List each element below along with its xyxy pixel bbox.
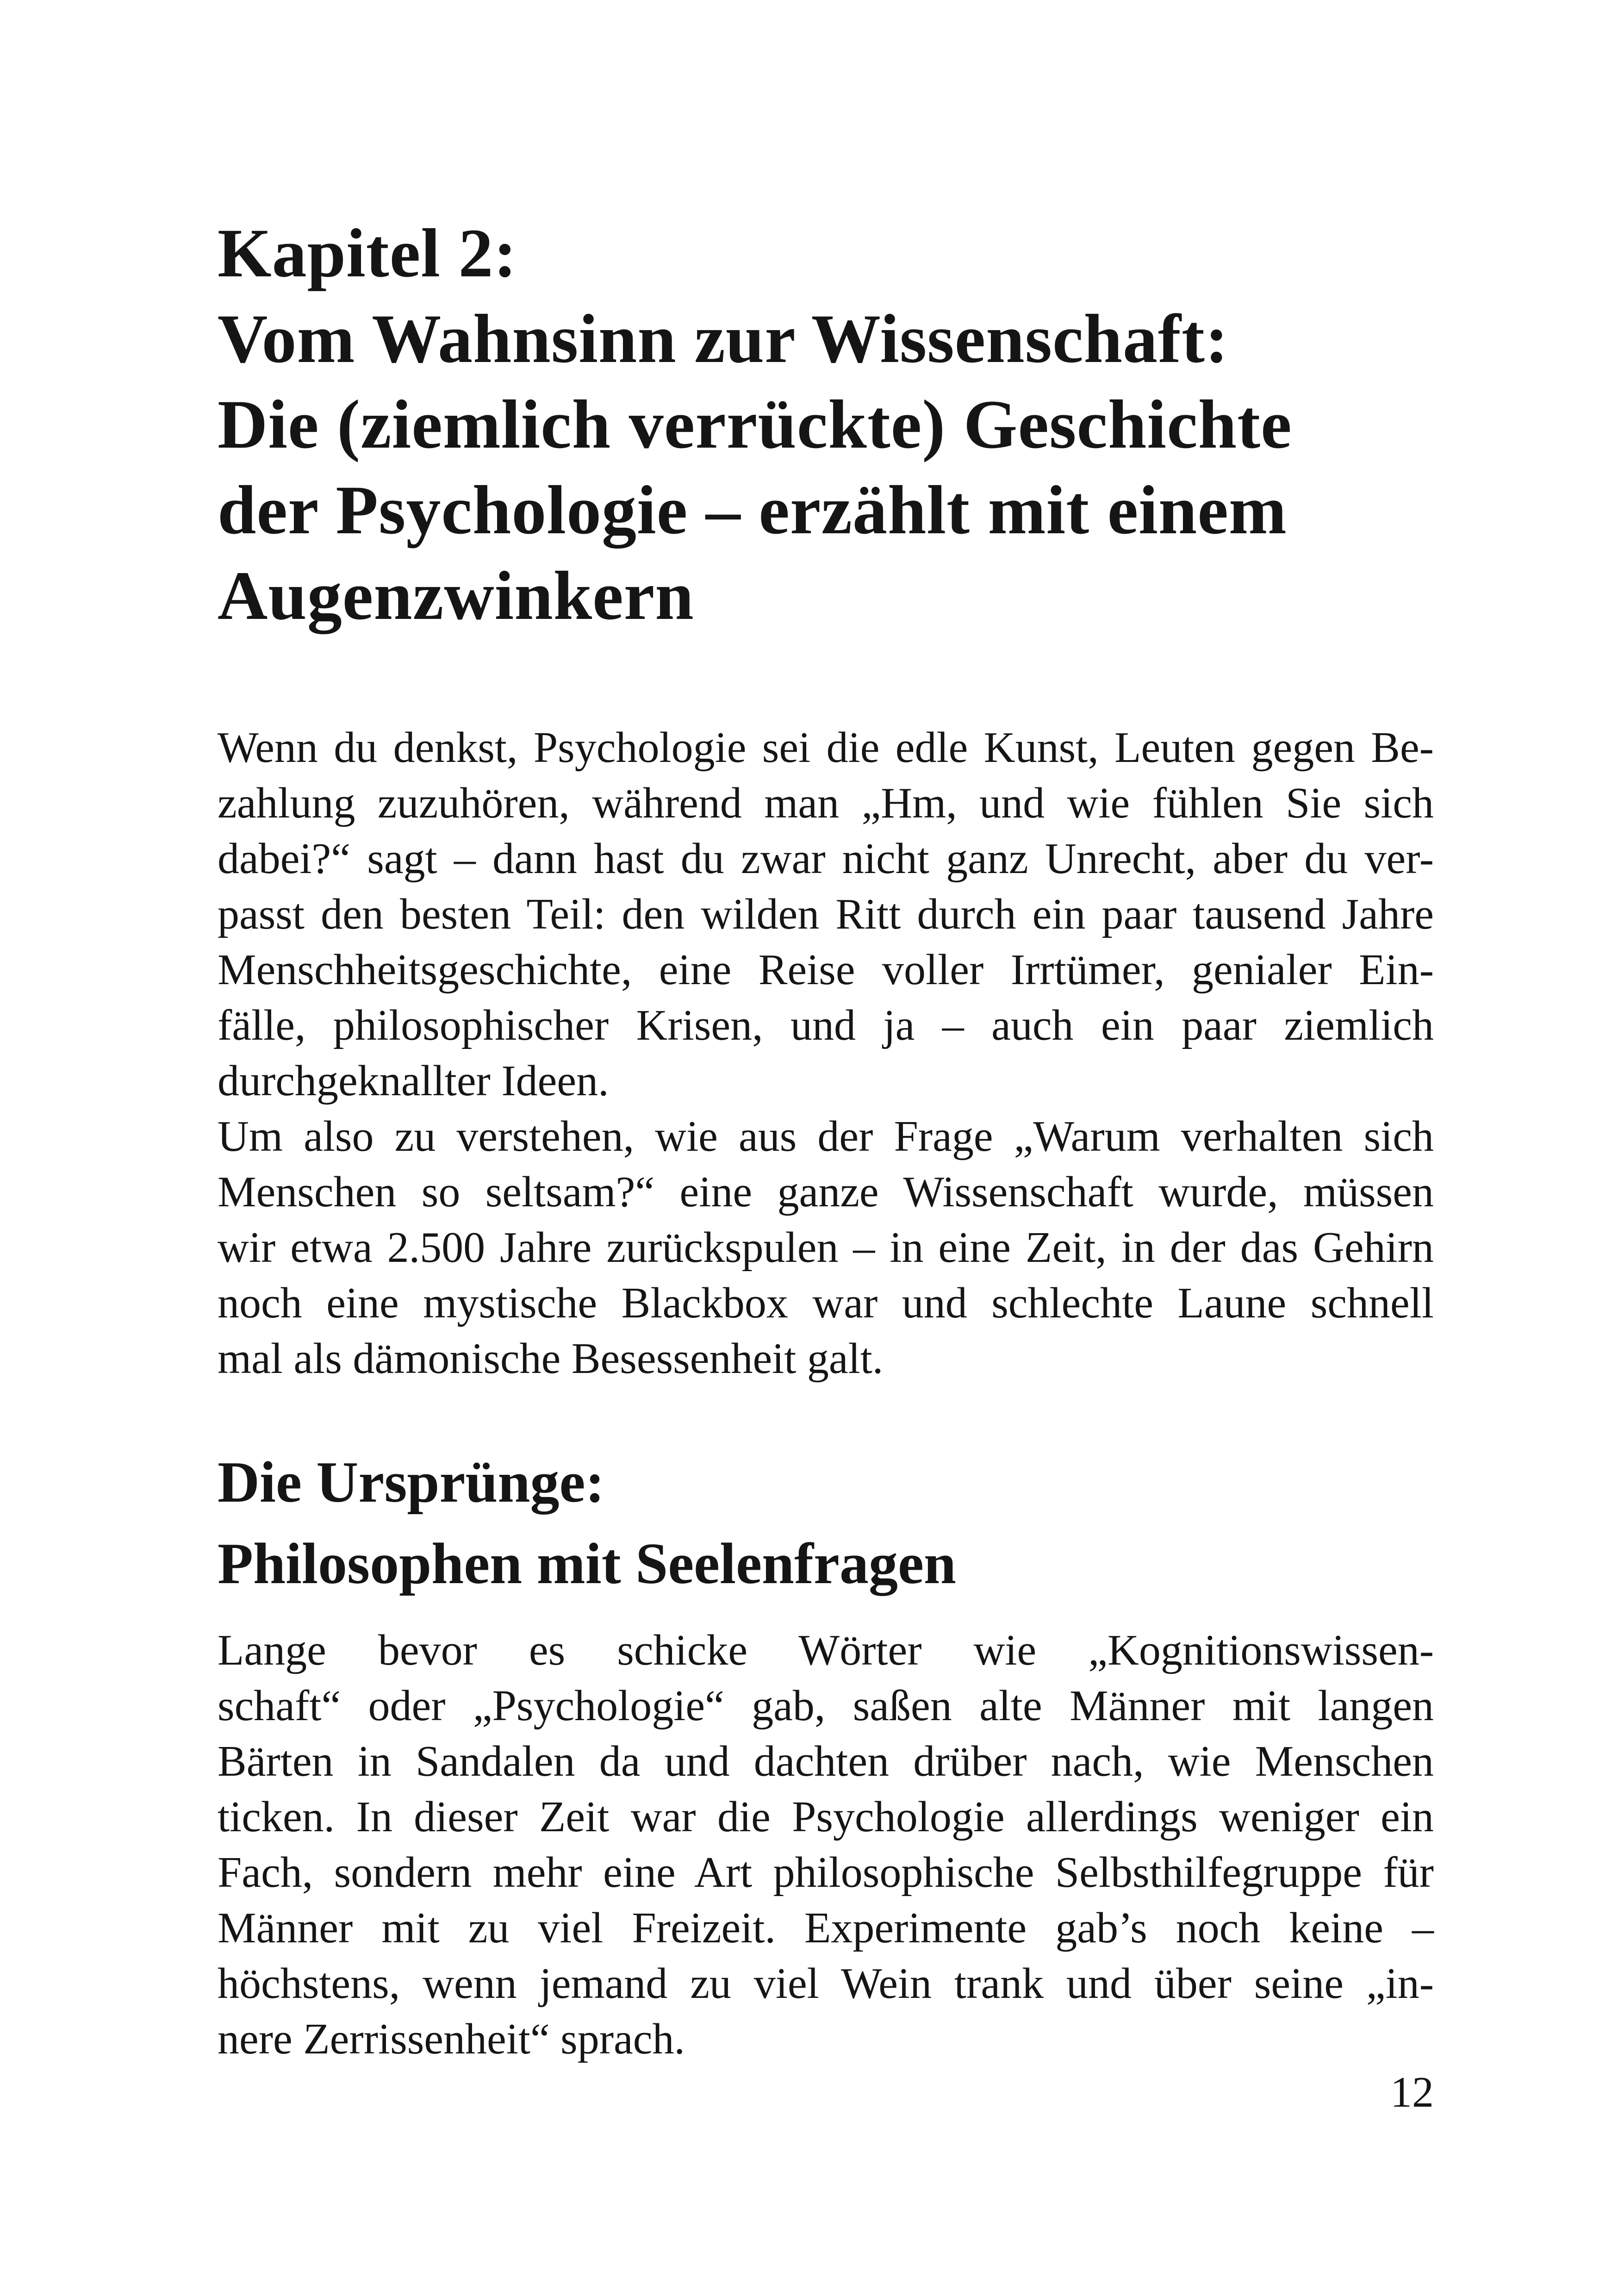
intro-paragraph-1 bbox=[218, 720, 1434, 1109]
text-line: wir etwa 2.500 Jahre zurückspulen – in eine Zeit, in der das Gehirn bbox=[218, 1223, 1434, 1272]
chapter-title-line: Vom Wahnsinn zur Wissenschaft: bbox=[218, 300, 1229, 377]
chapter-title-line: Augenzwinkern bbox=[218, 557, 694, 634]
chapter-title-line: der Psychologie – erzählt mit einem bbox=[218, 472, 1287, 549]
text-line: Männer mit zu viel Freizeit. Experimente gab’s noch keine – bbox=[218, 1904, 1434, 1952]
text-line: Lange bevor es schicke Wörter wie „Kognitionswissen- bbox=[218, 1626, 1434, 1674]
text-line: passt den besten Teil: den wilden Ritt durch ein paar tausend Jahre bbox=[218, 890, 1434, 938]
text-line: Fach, sondern mehr eine Art philosophische Selbsthilfegruppe für bbox=[218, 1848, 1434, 1897]
text-line: nere Zerrissenheit“ sprach. bbox=[218, 2015, 685, 2063]
intro-text bbox=[218, 720, 1434, 1386]
chapter-title-line: Die (ziemlich verrückte) Geschichte bbox=[218, 386, 1292, 463]
text-line: dabei?“ sagt – dann hast du zwar nicht ganz Unrecht, aber du ver- bbox=[218, 835, 1434, 883]
section-paragraph bbox=[218, 1622, 1434, 2067]
section-title-line: Philosophen mit Seelenfragen bbox=[218, 1532, 956, 1596]
text-line: Menschen so seltsam?“ eine ganze Wissenschaft wurde, müssen bbox=[218, 1168, 1434, 1216]
text-line: mal als dämonische Besessenheit galt. bbox=[218, 1335, 884, 1383]
section-title-line: Die Ursprünge: bbox=[218, 1450, 605, 1515]
page-number: 12 bbox=[1390, 2068, 1434, 2116]
text-line: schaft“ oder „Psychologie“ gab, saßen alte Männer mit langen bbox=[218, 1682, 1434, 1730]
text-line: Um also zu verstehen, wie aus der Frage „Warum verhalten sich bbox=[218, 1112, 1434, 1160]
text-line: durchgeknallter Ideen. bbox=[218, 1057, 609, 1105]
text-line: zahlung zuzuhören, während man „Hm, und wie fühlen Sie sich bbox=[218, 779, 1434, 827]
chapter-title bbox=[218, 211, 1434, 639]
text-line: Wenn du denkst, Psychologie sei die edle Kunst, Leuten gegen Be- bbox=[218, 724, 1434, 772]
text-line: Menschheitsgeschichte, eine Reise voller Irrtümer, genialer Ein- bbox=[218, 946, 1434, 994]
text-line: Bärten in Sandalen da und dachten drüber nach, wie Menschen bbox=[218, 1737, 1434, 1785]
book-page bbox=[218, 211, 1434, 2067]
text-line: fälle, philosophischer Krisen, und ja – auch ein paar ziemlich bbox=[218, 1001, 1434, 1049]
text-line: ticken. In dieser Zeit war die Psychologie allerdings weniger ein bbox=[218, 1793, 1434, 1841]
intro-paragraph-2 bbox=[218, 1109, 1434, 1386]
text-line: höchstens, wenn jemand zu viel Wein trank und über seine „in- bbox=[218, 1959, 1434, 2008]
text-line: noch eine mystische Blackbox war und schlechte Laune schnell bbox=[218, 1279, 1434, 1327]
chapter-title-line: Kapitel 2: bbox=[218, 215, 517, 292]
section-title bbox=[218, 1442, 1434, 1605]
